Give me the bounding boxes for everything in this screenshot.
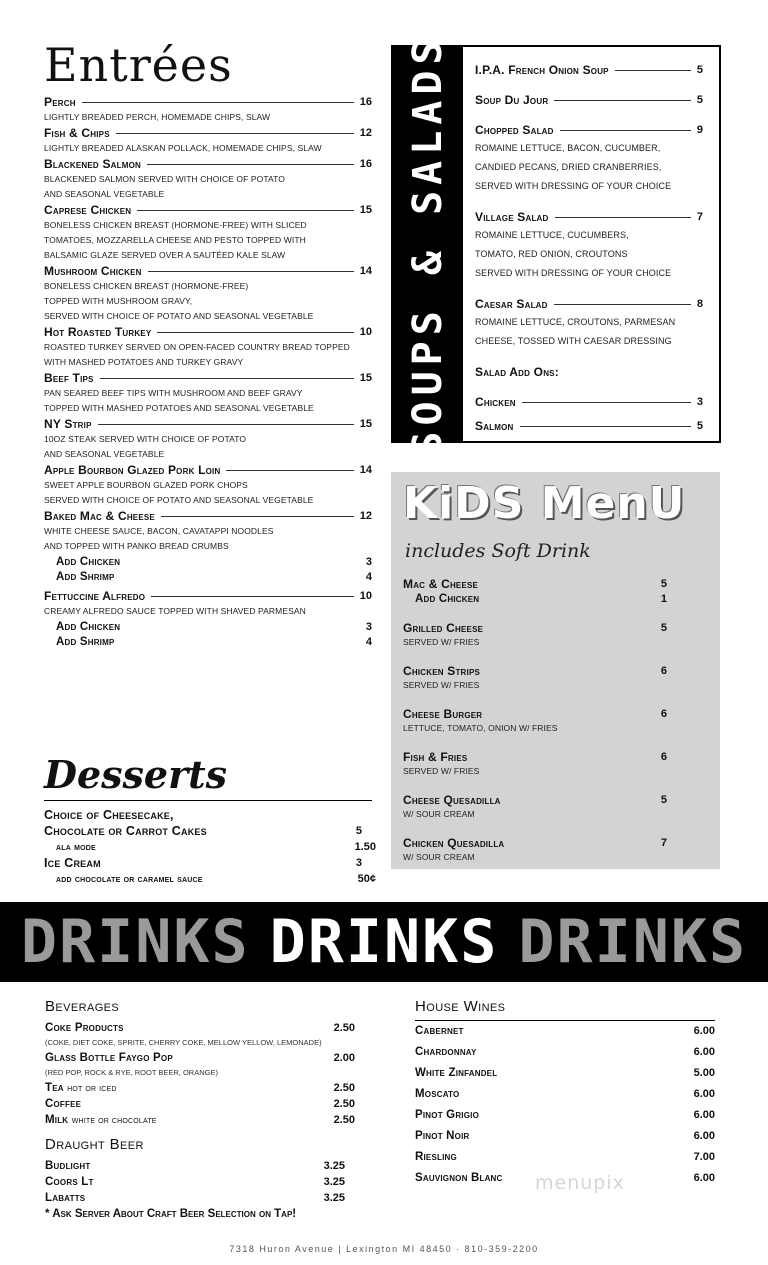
entree-description: AND TOPPED WITH PANKO BREAD CRUMBS	[44, 541, 229, 551]
menu-item-name: Grilled Cheese	[403, 620, 484, 635]
wine-row	[415, 1083, 715, 1104]
menu-item-row	[44, 94, 372, 110]
leader-line	[522, 402, 691, 403]
menu-item-row	[403, 792, 667, 807]
kids-menu-subtitle: includes Soft Drink	[405, 540, 591, 562]
menu-item-row	[475, 121, 703, 139]
menu-item-price: 5	[696, 94, 703, 106]
kids-menu-title: KiDS MenU	[403, 478, 686, 529]
menu-item-name: Cheese Burger	[403, 706, 483, 721]
entree-item	[44, 125, 372, 156]
dessert-row	[44, 871, 376, 887]
menu-item-name: Mushroom Chicken	[44, 264, 142, 278]
soup-salad-item	[475, 61, 703, 79]
entree-description: SERVED WITH CHOICE OF POTATO AND SEASONAL VEGETABLE	[44, 311, 314, 321]
entree-description: LIGHTLY BREADED PERCH, HOMEMADE CHIPS, SLAW	[44, 112, 271, 122]
wine-name: Cabernet	[415, 1024, 464, 1037]
leader-line	[126, 561, 360, 562]
menu-item-name: Chicken Strips	[403, 663, 481, 678]
leader-line	[116, 133, 354, 134]
beverage-name	[45, 1114, 157, 1126]
menu-item-row	[44, 462, 372, 478]
menu-item-price: 6	[660, 750, 667, 763]
entree-description: WITH MASHED POTATOES AND TURKEY GRAVY	[44, 357, 244, 367]
dessert-name: Chocolate or Carrot Cakes	[44, 824, 207, 838]
beverage-label: Tea	[45, 1082, 64, 1094]
menu-item-row	[44, 324, 372, 340]
wine-price: 6.00	[693, 1129, 715, 1142]
menu-item-name: Village Salad	[475, 210, 549, 224]
menu-item-name: Add Chicken	[56, 555, 121, 568]
beverage-row	[45, 1096, 355, 1112]
menu-item-name: Perch	[44, 95, 76, 109]
beer-price: 3.25	[323, 1160, 345, 1172]
menu-item-price: 3	[365, 555, 372, 568]
entree-description: BONELESS CHICKEN BREAST (HORMONE-FREE)	[44, 281, 249, 291]
spacer	[403, 864, 667, 878]
soup-salad-item	[475, 91, 703, 109]
menu-item-name: Add Chicken	[415, 592, 480, 605]
wine-price: 6.00	[693, 1171, 715, 1184]
spacer	[475, 196, 703, 208]
menu-item-name: Soup Du Jour	[475, 93, 549, 107]
entree-item	[44, 588, 372, 649]
soups-list	[475, 61, 703, 441]
entree-item	[44, 94, 372, 125]
menu-item-name: Fettuccine Alfredo	[44, 589, 146, 603]
craft-beer-note: * Ask Server About Craft Beer Selection on Tap!	[45, 1208, 297, 1220]
kids-item	[403, 835, 667, 864]
beverage-price: 2.00	[333, 1052, 355, 1064]
kids-item	[403, 576, 667, 606]
watermark: menupix	[535, 1172, 625, 1194]
menu-item-price: 5	[696, 420, 703, 432]
leader-line	[137, 210, 354, 211]
leader-line	[554, 100, 691, 101]
menu-item-price: 5	[696, 64, 703, 76]
entree-item	[44, 508, 372, 584]
menu-item-row	[44, 634, 372, 649]
spacer	[475, 381, 703, 393]
dessert-option: ala mode	[56, 841, 96, 853]
menu-item-name: I.P.A. French Onion Soup	[475, 63, 609, 77]
dessert-row	[44, 839, 376, 855]
soup-salad-item	[475, 295, 703, 351]
menu-item-name: Hot Roasted Turkey	[44, 325, 152, 339]
entree-description: WHITE CHEESE SAUCE, BACON, CAVATAPPI NOODLES	[44, 526, 274, 536]
kids-item	[403, 792, 667, 821]
wine-name: Pinot Noir	[415, 1129, 470, 1142]
spacer	[403, 692, 667, 706]
leader-line	[126, 626, 360, 627]
spacer	[403, 649, 667, 663]
soups-title-band	[393, 34, 463, 456]
entree-description: LIGHTLY BREADED ALASKAN POLLACK, HOMEMADE CHIPS, SLAW	[44, 143, 322, 153]
entree-description: SERVED WITH CHOICE OF POTATO AND SEASONAL VEGETABLE	[44, 495, 314, 505]
wine-name: White Zinfandel	[415, 1066, 498, 1079]
menu-item-price: 15	[359, 204, 372, 216]
menu-item-price: 7	[660, 836, 667, 849]
beverage-label: Glass Bottle Faygo Pop	[45, 1052, 173, 1064]
leader-line	[157, 332, 353, 333]
leader-line	[489, 627, 655, 628]
beverage-extra: hot or iced	[67, 1083, 117, 1094]
menu-item-name: Caprese Chicken	[44, 203, 132, 217]
kids-list	[403, 576, 667, 878]
menu-item-price: 3	[696, 396, 703, 408]
menu-item-row	[44, 569, 372, 584]
dessert-option: add chocolate or caramel sauce	[56, 873, 203, 885]
spacer	[475, 109, 703, 121]
menu-item-row	[403, 663, 667, 678]
wine-name: Pinot Grigio	[415, 1108, 479, 1121]
menu-item-row	[403, 620, 667, 635]
wine-price: 6.00	[693, 1024, 715, 1037]
menu-item-price: 9	[696, 124, 703, 136]
entree-description: ROASTED TURKEY SERVED ON OPEN-FACED COUNTRY BREAD TOPPED	[44, 342, 350, 352]
wine-list	[415, 1020, 715, 1188]
beer-price: 3.25	[323, 1176, 345, 1188]
menu-item-price: 16	[359, 158, 372, 170]
spacer	[403, 821, 667, 835]
menu-item-name: Add Shrimp	[56, 570, 115, 583]
menu-item-price: 14	[359, 464, 372, 476]
menu-item-price: 5	[660, 793, 667, 806]
menu-item-price: 4	[365, 570, 372, 583]
menu-item-price: 6	[660, 664, 667, 677]
salad-description: ROMAINE LETTUCE, BACON, CUCUMBER,	[475, 143, 661, 153]
menu-item-price: 3	[365, 620, 372, 633]
leader-line	[473, 756, 654, 757]
menu-item-name: Chicken	[475, 395, 516, 409]
soup-salad-item	[475, 208, 703, 283]
kids-item	[403, 620, 667, 649]
leader-line	[147, 164, 354, 165]
spacer	[475, 283, 703, 295]
menu-item-price: 12	[359, 127, 372, 139]
menu-item-row	[44, 508, 372, 524]
entree-description: BLACKENED SALMON SERVED WITH CHOICE OF POTATO	[44, 174, 285, 184]
beverage-row	[45, 1112, 355, 1128]
entree-description: 10OZ STEAK SERVED WITH CHOICE OF POTATO	[44, 434, 247, 444]
dessert-row	[44, 855, 376, 871]
wine-price: 6.00	[693, 1087, 715, 1100]
house-wines-section	[415, 996, 715, 1188]
drinks-banner	[0, 902, 768, 982]
beer-name: Coors Lt	[45, 1176, 94, 1188]
spacer	[475, 79, 703, 91]
beverage-row	[45, 1080, 355, 1096]
menu-item-row	[475, 417, 703, 435]
beverages-list	[45, 1020, 355, 1128]
menu-item-row	[403, 591, 667, 606]
entree-item	[44, 324, 372, 370]
kids-item	[403, 706, 667, 735]
dessert-price: 5	[355, 825, 362, 837]
dessert-price: 50¢	[357, 873, 376, 885]
beverage-price: 2.50	[333, 1114, 355, 1126]
beer-name: Budlight	[45, 1160, 91, 1172]
drinks-banner-word: DRINKS	[269, 907, 499, 977]
salad-description: SERVED WITH DRESSING OF YOUR CHOICE	[475, 268, 672, 278]
dessert-name: Ice Cream	[44, 856, 101, 870]
entree-item	[44, 202, 372, 263]
menu-item-price: 15	[359, 372, 372, 384]
menu-item-row	[475, 91, 703, 109]
dessert-row	[44, 823, 376, 839]
leader-line	[151, 596, 354, 597]
entree-description: AND SEASONAL VEGETABLE	[44, 449, 165, 459]
entree-description: TOPPED WITH MUSHROOM GRAVY,	[44, 296, 193, 306]
kids-item	[403, 663, 667, 692]
leader-line	[555, 217, 691, 218]
kids-menu-panel	[391, 472, 720, 869]
entree-description: BALSAMIC GLAZE SERVED OVER A SAUTÉED KALE SLAW	[44, 250, 286, 260]
leader-line	[98, 424, 354, 425]
menu-item-price: 6	[660, 707, 667, 720]
kids-description: W/ SOUR CREAM	[403, 852, 475, 862]
dessert-name: Choice of Cheesecake,	[44, 808, 174, 822]
salad-addons-title: Salad Add Ons:	[475, 365, 559, 379]
entree-description: BONELESS CHICKEN BREAST (HORMONE-FREE) WITH SLICED	[44, 220, 307, 230]
menu-item-row	[44, 619, 372, 634]
leader-line	[82, 102, 354, 103]
beverage-name	[45, 1022, 124, 1034]
kids-description: SERVED W/ FRIES	[403, 766, 480, 776]
salad-description: ROMAINE LETTUCE, CUCUMBERS,	[475, 230, 629, 240]
menu-item-name: Beef Tips	[44, 371, 94, 385]
menu-item-row	[44, 416, 372, 432]
soups-salads-title: SOUPS & SALADS	[405, 34, 451, 456]
menu-item-name: Blackened Salmon	[44, 157, 141, 171]
leader-line	[486, 670, 655, 671]
menu-item-row	[44, 125, 372, 141]
leader-line	[615, 70, 691, 71]
entree-item	[44, 370, 372, 416]
desserts-section	[44, 752, 376, 887]
wine-price: 5.00	[693, 1066, 715, 1079]
leader-line	[121, 576, 360, 577]
menu-item-name: Apple Bourbon Glazed Pork Loin	[44, 463, 221, 477]
leader-line	[488, 713, 655, 714]
drinks-banner-word: DRINKS	[20, 907, 250, 977]
soups-salads-panel	[391, 34, 721, 456]
menu-item-row	[403, 706, 667, 721]
leader-line	[148, 271, 354, 272]
salad-description: CANDIED PECANS, DRIED CRANBERRIES,	[475, 162, 662, 172]
menu-item-row	[44, 554, 372, 569]
entree-description: AND SEASONAL VEGETABLE	[44, 189, 165, 199]
beverages-title: Beverages	[45, 998, 120, 1015]
menu-item-price: 10	[359, 590, 372, 602]
entree-description: TOPPED WITH MASHED POTATOES AND SEASONAL VEGETABLE	[44, 403, 314, 413]
menu-item-name: Chicken Quesadilla	[403, 835, 505, 850]
kids-item	[403, 749, 667, 778]
menu-item-price: 8	[696, 298, 703, 310]
menu-item-price: 1	[660, 592, 667, 605]
dessert-price: 3	[355, 857, 362, 869]
entree-item	[44, 263, 372, 324]
wine-price: 6.00	[693, 1108, 715, 1121]
menu-item-row	[475, 295, 703, 313]
beverage-price: 2.50	[333, 1082, 355, 1094]
leader-line	[485, 598, 655, 599]
desserts-title: Desserts	[44, 752, 228, 797]
beverage-label: Coffee	[45, 1098, 82, 1110]
wine-row	[415, 1062, 715, 1083]
entree-description: SWEET APPLE BOURBON GLAZED PORK CHOPS	[44, 480, 248, 490]
salad-description: ROMAINE LETTUCE, CROUTONS, PARMESAN	[475, 317, 676, 327]
menu-item-price: 5	[660, 577, 667, 590]
kids-description: W/ SOUR CREAM	[403, 809, 475, 819]
kids-description: SERVED W/ FRIES	[403, 637, 480, 647]
spacer	[403, 606, 667, 620]
leader-line	[507, 799, 655, 800]
wine-name: Sauvignon Blanc	[415, 1171, 503, 1184]
beverage-label: Coke Products	[45, 1022, 124, 1034]
draught-beer-title: Draught Beer	[45, 1136, 144, 1153]
menu-item-price: 5	[660, 621, 667, 634]
menu-item-row	[403, 576, 667, 591]
menu-item-name: Add Shrimp	[56, 635, 115, 648]
menu-item-name: Cheese Quesadilla	[403, 792, 501, 807]
menu-item-name: Fish & Chips	[44, 126, 110, 140]
leader-line	[520, 426, 691, 427]
wine-price: 7.00	[693, 1150, 715, 1163]
leader-line	[510, 842, 654, 843]
beer-row	[45, 1158, 345, 1174]
menu-item-row	[44, 588, 372, 604]
menu-item-name: Mac & Cheese	[403, 576, 479, 591]
menu-item-price: 12	[359, 510, 372, 522]
menu-item-price: 4	[365, 635, 372, 648]
beverage-name	[45, 1052, 173, 1064]
soup-salad-item	[475, 121, 703, 196]
beverages-section	[45, 996, 355, 1222]
menu-item-price: 7	[696, 211, 703, 223]
menu-item-name: Salmon	[475, 419, 514, 433]
beverage-name	[45, 1098, 81, 1110]
menu-item-row	[44, 202, 372, 218]
wine-row	[415, 1125, 715, 1146]
beverage-label: Milk	[45, 1114, 69, 1126]
menu-item-name: Fish & Fries	[403, 749, 468, 764]
footer-address: 7318 Huron Avenue | Lexington MI 48450 · 810-359-2200	[229, 1244, 539, 1254]
beer-row	[45, 1174, 345, 1190]
menu-item-name: Baked Mac & Cheese	[44, 509, 155, 523]
leader-line	[121, 641, 360, 642]
leader-line	[554, 304, 691, 305]
desserts-divider	[44, 800, 372, 801]
menu-item-name: NY Strip	[44, 417, 92, 431]
entree-description: CREAMY ALFREDO SAUCE TOPPED WITH SHAVED PARMESAN	[44, 606, 306, 616]
house-wines-title: House Wines	[415, 996, 715, 1020]
menu-item-row	[475, 208, 703, 226]
spacer	[475, 351, 703, 363]
entree-description: TOMATOES, MOZZARELLA CHEESE AND PESTO TOPPED WITH	[44, 235, 306, 245]
leader-line	[484, 583, 655, 584]
wine-name: Riesling	[415, 1150, 457, 1163]
leader-line	[560, 130, 691, 131]
menu-item-name: Add Chicken	[56, 620, 121, 633]
menu-item-row	[403, 749, 667, 764]
entree-item	[44, 156, 372, 202]
wine-price: 6.00	[693, 1045, 715, 1058]
entrees-title: Entrées	[44, 38, 233, 92]
beverage-note: (COKE, DIET COKE, SPRITE, CHERRY COKE, MELLOW YELLOW, LEMONADE)	[45, 1038, 322, 1047]
wine-row	[415, 1020, 715, 1041]
menu-item-row	[44, 156, 372, 172]
menu-item-row	[403, 835, 667, 850]
wine-row	[415, 1104, 715, 1125]
beer-list	[45, 1158, 355, 1206]
menu-item-price: 14	[359, 265, 372, 277]
beer-row	[45, 1190, 345, 1206]
kids-description: SERVED W/ FRIES	[403, 680, 480, 690]
dessert-price: 1.50	[354, 841, 376, 853]
beverage-name	[45, 1082, 117, 1094]
beverage-extra: white or chocolate	[71, 1115, 157, 1126]
kids-description: LETTUCE, TOMATO, ONION W/ FRIES	[403, 723, 558, 733]
beverage-row	[45, 1050, 355, 1066]
beer-price: 3.25	[323, 1192, 345, 1204]
entree-description: PAN SEARED BEEF TIPS WITH MUSHROOM AND BEEF GRAVY	[44, 388, 303, 398]
menu-item-row	[475, 393, 703, 411]
wine-name: Moscato	[415, 1087, 460, 1100]
salad-description: CHEESE, TOSSED WITH CAESAR DRESSING	[475, 336, 672, 346]
entree-item	[44, 462, 372, 508]
dessert-row	[44, 807, 376, 823]
leader-line	[161, 516, 354, 517]
menu-item-price: 15	[359, 418, 372, 430]
beverage-note: (RED POP, ROCK & RYE, ROOT BEER, ORANGE)	[45, 1068, 218, 1077]
wine-name: Chardonnay	[415, 1045, 477, 1058]
menu-item-price: 16	[359, 96, 372, 108]
spacer	[403, 735, 667, 749]
beer-name: Labatts	[45, 1192, 86, 1204]
salad-description: TOMATO, RED ONION, CROUTONS	[475, 249, 628, 259]
drinks-banner-word: DRINKS	[518, 907, 748, 977]
wine-row	[415, 1041, 715, 1062]
menu-item-price: 10	[359, 326, 372, 338]
leader-line	[100, 378, 354, 379]
menu-item-name: Chopped Salad	[475, 123, 554, 137]
leader-line	[226, 470, 353, 471]
menu-item-row	[44, 263, 372, 279]
salad-description: SERVED WITH DRESSING OF YOUR CHOICE	[475, 181, 672, 191]
wine-row	[415, 1146, 715, 1167]
menu-item-row	[475, 61, 703, 79]
menu-item-row	[44, 370, 372, 386]
entrees-list	[44, 94, 372, 649]
entrees-section	[44, 38, 372, 653]
beverage-price: 2.50	[333, 1098, 355, 1110]
beverage-price: 2.50	[333, 1022, 355, 1034]
menu-item-name: Caesar Salad	[475, 297, 548, 311]
entree-item	[44, 416, 372, 462]
beverage-row	[45, 1020, 355, 1036]
spacer	[403, 778, 667, 792]
